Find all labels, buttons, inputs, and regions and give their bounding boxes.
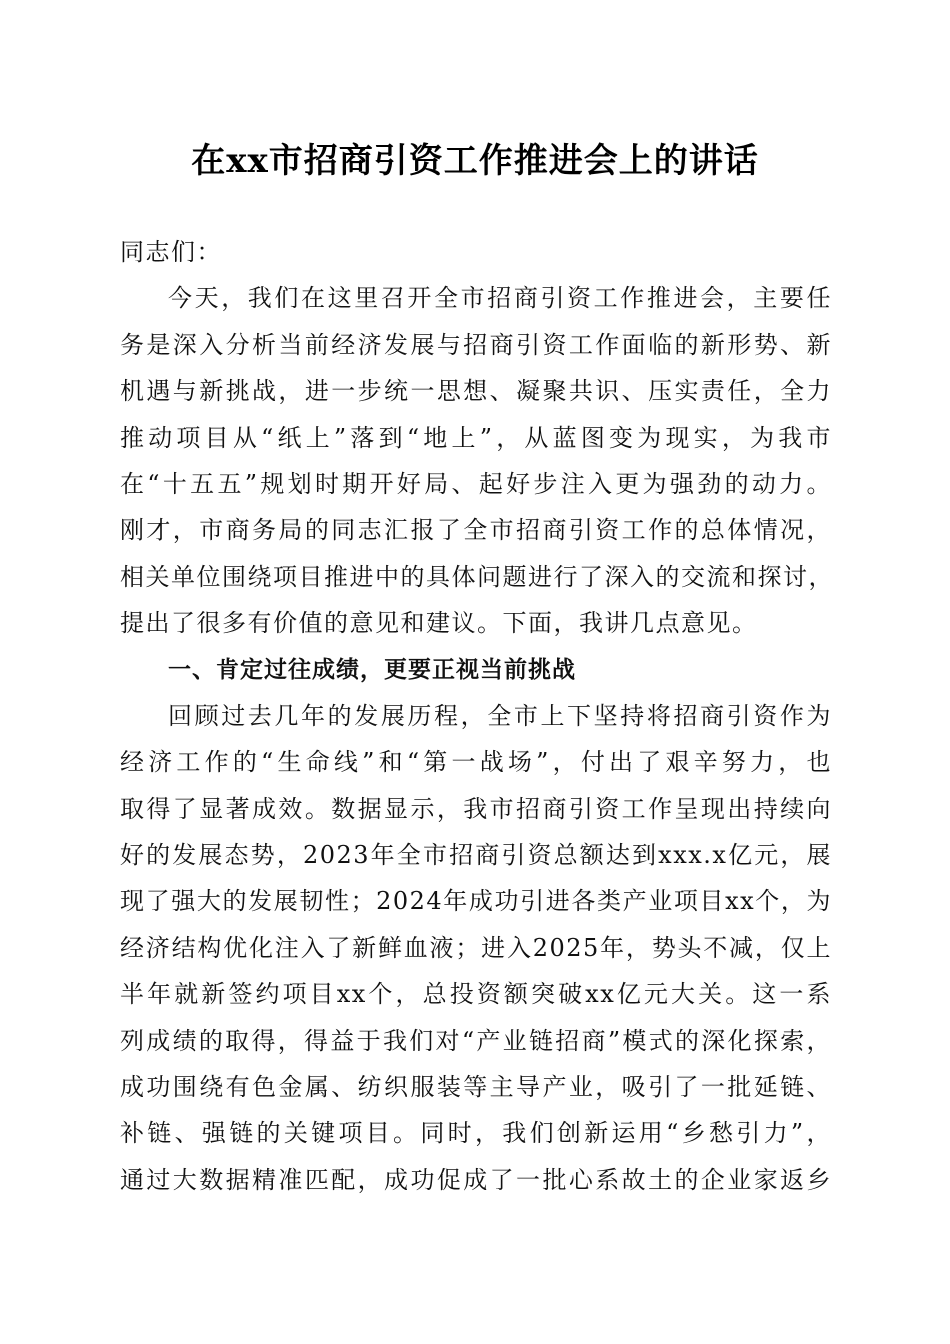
paragraph-line: 补链、强链的关键项目。同时，我们创新运用“乡愁引力”，	[120, 1119, 832, 1148]
paragraph-line: 机遇与新挑战，进一步统一思想、凝聚共识、压实责任，全力	[120, 377, 832, 406]
section-heading: 一、肯定过往成绩，更要正视当前挑战	[168, 656, 576, 683]
paragraph-line: 经济工作的“生命线”和“第一战场”，付出了艰辛努力，也	[120, 748, 832, 777]
paragraph-line: 经济结构优化注入了新鲜血液；进入2025年，势头不减，仅上	[120, 933, 832, 962]
paragraph-line: 相关单位围绕项目推进中的具体问题进行了深入的交流和探讨，	[120, 562, 834, 591]
paragraph-line: 回顾过去几年的发展历程，全市上下坚持将招商引资作为	[168, 701, 832, 730]
paragraph-line: 通过大数据精准匹配，成功促成了一批心系故土的企业家返乡	[120, 1165, 832, 1194]
document-body	[120, 229, 832, 1203]
paragraph-line: 取得了显著成效。数据显示，我市招商引资工作呈现出持续向	[120, 794, 832, 823]
paragraph-line: 半年就新签约项目xx个，总投资额突破xx亿元大关。这一系	[120, 980, 832, 1009]
paragraph-line: 提出了很多有价值的意见和建议。下面，我讲几点意见。	[120, 609, 758, 638]
paragraph-line: 列成绩的取得，得益于我们对“产业链招商”模式的深化探索，	[120, 1026, 832, 1055]
document-title: 在xx市招商引资工作推进会上的讲话	[191, 141, 759, 181]
salutation: 同志们：	[120, 238, 222, 266]
paragraph-line: 务是深入分析当前经济发展与招商引资工作面临的新形势、新	[120, 330, 832, 359]
paragraph-line: 成功围绕有色金属、纺织服装等主导产业，吸引了一批延链、	[120, 1073, 832, 1102]
paragraph-line: 推动项目从“纸上”落到“地上”，从蓝图变为现实，为我市	[120, 423, 832, 452]
paragraph-line: 今天，我们在这里召开全市招商引资工作推进会，主要任	[168, 284, 832, 313]
paragraph-line: 在“十五五”规划时期开好局、起好步注入更为强劲的动力。	[120, 469, 832, 498]
paragraph-line: 现了强大的发展韧性；2024年成功引进各类产业项目xx个，为	[120, 887, 832, 916]
paragraph-line: 好的发展态势，2023年全市招商引资总额达到xxx.x亿元，展	[120, 841, 832, 870]
paragraph-line: 刚才，市商务局的同志汇报了全市招商引资工作的总体情况，	[120, 516, 832, 545]
